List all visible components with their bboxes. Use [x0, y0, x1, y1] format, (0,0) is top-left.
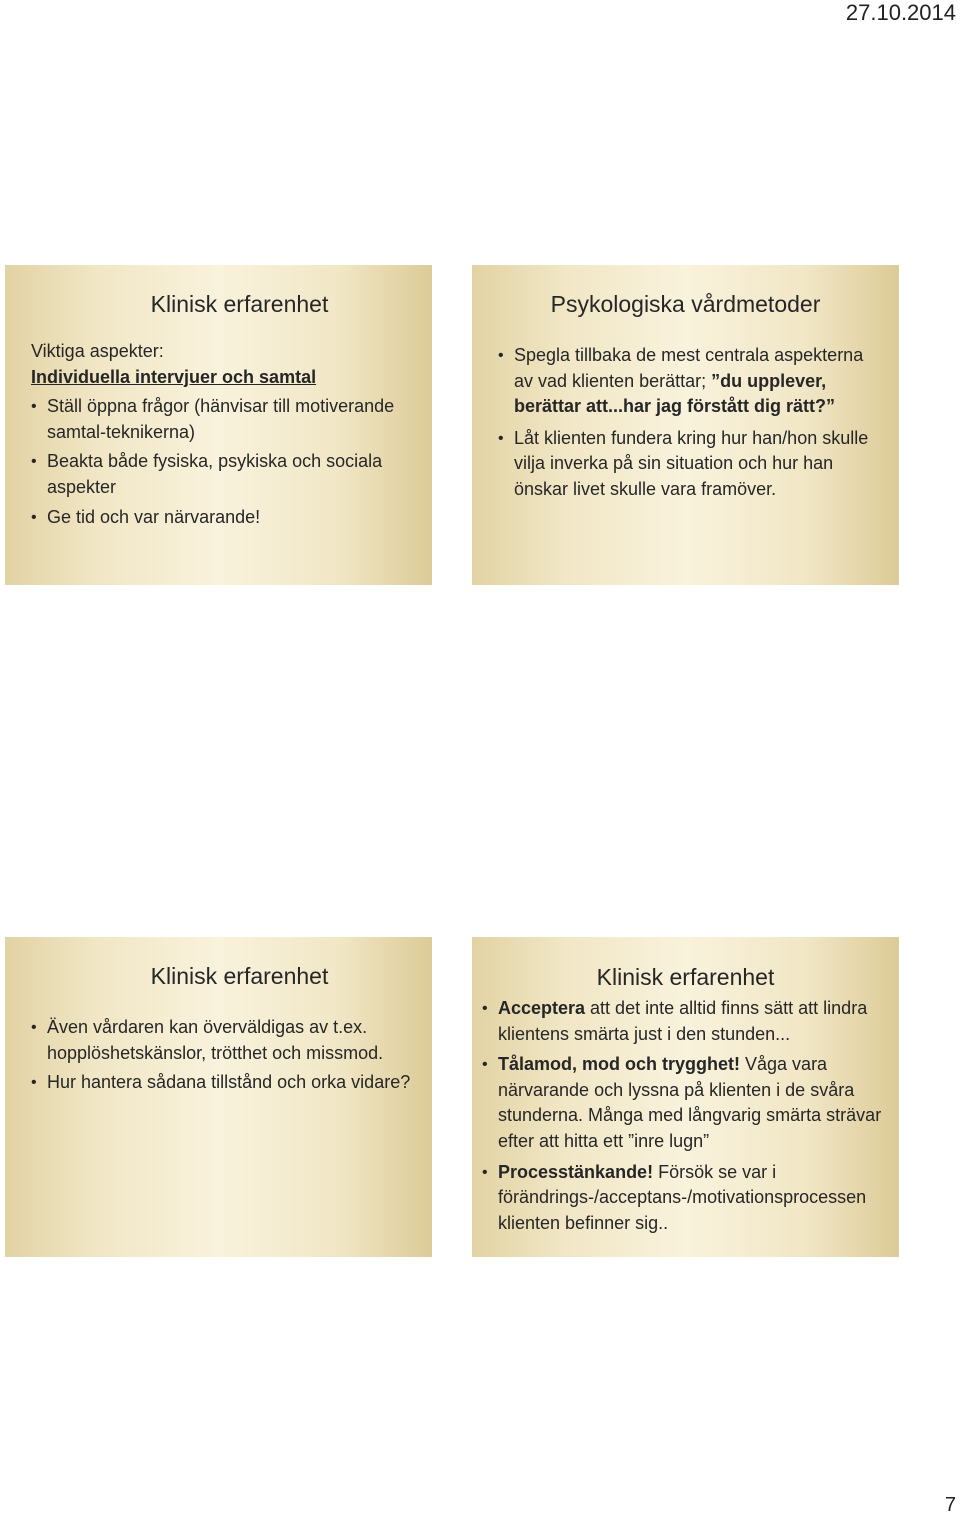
list-item: • Låt klienten fundera kring hur han/hon skulle vilja inverka på sin situation och hur han önskar livet skulle vara framöver. — [498, 426, 878, 503]
bullet-list — [31, 394, 421, 530]
slide-title: Klinisk erfarenhet — [150, 963, 329, 989]
slide-klinisk-erfarenhet-3 — [472, 937, 899, 1257]
slide-klinisk-erfarenhet-2 — [5, 937, 432, 1257]
slide-body — [31, 1015, 411, 1100]
list-item-bold: Processtänkande! — [498, 1161, 654, 1182]
list-item-text: att det inte alltid finns sätt att lindra klientens smärta just i den stunden... — [498, 998, 868, 1044]
subheading: Individuella intervjuer och samtal — [31, 366, 317, 387]
page-number: 7 — [944, 1494, 956, 1516]
list-item-bold: Acceptera — [498, 998, 586, 1018]
list-item-bold-quote: ”du upplever, berättar att...har jag förstått dig rätt?” — [514, 370, 836, 417]
bullet-list — [31, 1015, 411, 1096]
header-date: 27.10.2014 — [845, 0, 956, 25]
slide-klinisk-erfarenhet-1 — [5, 265, 432, 585]
list-item-text: Försök se var i förändrings-/acceptans-/motivationsprocessen klienten befinner sig.. — [498, 1161, 867, 1233]
list-item: • Beakta både fysiska, psykiska och sociala aspekter — [31, 449, 421, 500]
bullet-list — [482, 996, 897, 1236]
list-item-text: Spegla tillbaka de mest centrala aspekterna av vad klienten berättar; — [514, 345, 864, 391]
list-item: • Ställ öppna frågor (hänvisar till motiverande samtal-teknikerna) — [31, 394, 421, 445]
list-item — [482, 996, 897, 1047]
list-item — [498, 343, 878, 420]
slide-body — [482, 996, 897, 1241]
slide-psykologiska-vardmetoder — [472, 265, 899, 585]
list-item-bold: Tålamod, mod och trygghet! — [498, 1054, 741, 1075]
slide-body — [498, 343, 878, 509]
slide-title: Klinisk erfarenhet — [150, 291, 329, 317]
slide-body — [31, 339, 421, 530]
list-item — [482, 1052, 897, 1154]
list-item — [482, 1160, 897, 1237]
bullet-list — [498, 343, 878, 503]
intro-text: Viktiga aspekter: — [31, 341, 164, 361]
list-item: • Ge tid och var närvarande! — [31, 505, 421, 531]
list-item: • Även vårdaren kan överväldigas av t.ex. hopplöshetskänslor, trötthet och missmod. — [31, 1015, 411, 1066]
slide-title: Klinisk erfarenhet — [596, 964, 775, 990]
slide-title: Psykologiska vårdmetoder — [550, 291, 821, 317]
list-item: • Hur hantera sådana tillstånd och orka vidare? — [31, 1070, 411, 1096]
list-item-text: Våga vara närvarande och lyssna på klienten i de svåra stunderna. Många med långvarig smärta strävar efter att hitta ett ”inre lugn” — [498, 1054, 882, 1151]
